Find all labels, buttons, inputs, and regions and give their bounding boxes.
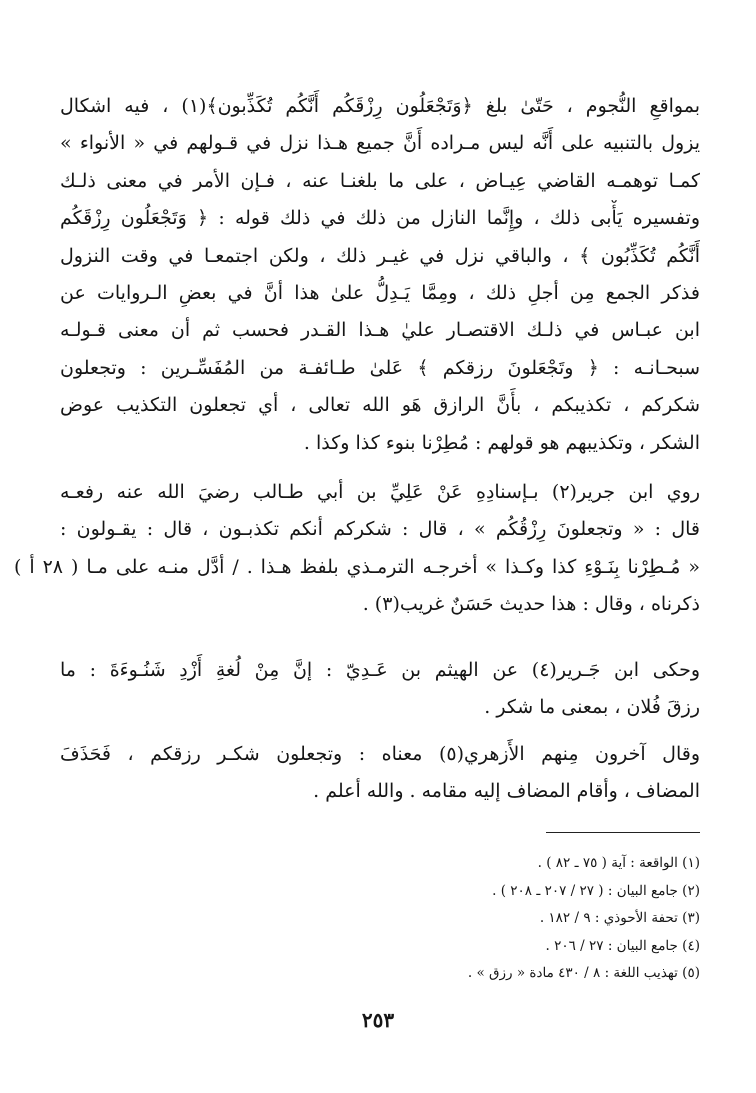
footnote: (٥) تهذيب اللغة : ٨ / ٤٣٠ مادة « رزق » .: [467, 965, 700, 981]
text-line: روي ابن جرير(٢) بـإسنادِهِ عَنْ عَلِيِّ بن أبي طـالب رضيَ الله عنه رفعـه: [60, 481, 700, 503]
body-paragraph-3: [60, 652, 700, 727]
footnote: (٢) جامع البيان : ( ٢٧ / ٢٠٧ ـ ٢٠٨ ) .: [492, 882, 700, 899]
text-line: ابن عبـاس في ذلـك الاقتصـار عليٰ هـذا القـدر فحسب ثم أن معنى قـولـه: [60, 319, 700, 342]
text-line: ذكرناه ، وقال : هذا حديث حَسَنٌ غريب(٣) .: [362, 593, 700, 616]
text-line: رزقَ فُلان ، بمعنى ما شكر .: [484, 696, 700, 719]
text-line: كمـا توهمـه القاضي عِيـاض ، على ما بلغنـا عنه ، فـإن الأمر في معنى ذلـك: [60, 169, 700, 192]
page-number: ٢٥٣: [361, 1008, 395, 1032]
text-line-with-manuscript-folio-marker: « مُـطِرْنا بِنَـوْءِ كذا وكـذا » أخرجـه الترمـذي بلفظ هـذا . / أدَّل منـه على مـا ( ٢٨ أ ): [14, 555, 700, 578]
footnote: (٣) تحفة الأحوذي : ٩ / ١٨٢ .: [539, 910, 700, 926]
text-line: المضاف ، وأقام المضاف إليه مقامه . والله أعلم .: [313, 780, 700, 803]
text-line: أَنَّكُم تُكَذِّبُون ﴾ ، والباقي نزل في غيـر ذلك ، ولكن اجتمعـا في وقت النزول: [60, 244, 700, 267]
text-line: فذكر الجمع مِن أجلِ ذلك ، ومِمَّا يَـدِلُّ علىٰ هذا أنَّ في بعضِ الـروايات عن: [60, 281, 700, 304]
text-line: شكركم ، تكذيبكم ، بأَنَّ الرازق هَو الله تعالى ، أي تجعلون التكذيب عوض: [60, 394, 700, 417]
text-line: بمواقعِ النُّجوم ، حَتّىٰ بلغ ﴿وَتَجْعَلُون رِزْقَكُم أَنَّكُم تُكَذِّبون﴾(١) ، فيه اشكال: [60, 95, 700, 117]
text-line: قال : « وتجعلونَ رِزْقُكُم » ، قال : شكركم أنكم تكذبـون ، قال : يقـولون :: [60, 518, 700, 541]
text-line: وقال آخرون مِنهم الأَزهري(٥) معناه : وتجعلون شكـر رزقكم ، فَحَذَفَ: [60, 743, 700, 765]
text-line: وحكى ابن جَـرير(٤) عن الهيثم بن عَـدِيّ : إنَّ مِنْ لُغةِ أَزْدِ شَنُـوءَةَ : ما: [60, 659, 700, 681]
body-paragraph-2: [14, 474, 700, 624]
footnote-separator: [546, 832, 700, 833]
footnote: (٤) جامع البيان : ٢٧ / ٢٠٦ .: [545, 937, 700, 954]
text-line: سبحـانـه : ﴿ وتَجْعَلونَ رزقكم ﴾ عَلىٰ طـائفـة من المُفَسِّـرين : وتجعلون: [60, 356, 700, 379]
footnote: (١) الواقعة : آية ( ٧٥ ـ ٨٢ ) .: [537, 855, 700, 871]
text-line: وتفسيره يَأْبى ذلك ، وإِنَّما النازل من ذلك في ذلك قوله : ﴿ وَتَجْعَلُون رِزْقَكُم: [60, 207, 700, 230]
footnotes: [60, 850, 700, 988]
body-paragraph-1: [60, 88, 700, 462]
text-line: الشكر ، وتكذيبهم هو قولهم : مُطِرْنا بنوء كذا وكذا .: [303, 431, 700, 454]
text-line: يزول بالتنبيه على أَنَّه ليس مـراده أَنَّ جميع هـذا نزل في قـولهم في « الأنواء »: [60, 132, 700, 155]
body-paragraph-4: [60, 736, 700, 811]
